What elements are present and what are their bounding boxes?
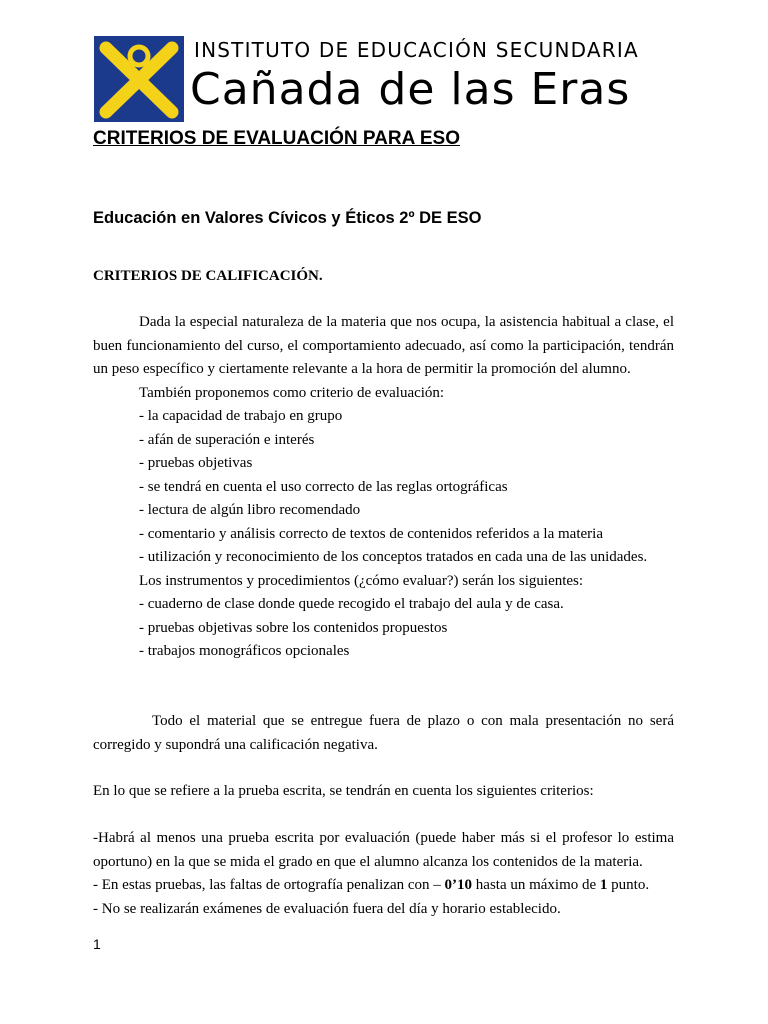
- criteria-item: - utilización y reconocimiento de los conceptos tratados en cada una de las unidades.: [139, 549, 648, 565]
- instruments-intro: Los instrumentos y procedimientos (¿cómo evaluar?) serán los siguientes:: [139, 572, 584, 589]
- criteria-item: - se tendrá en cuenta el uso correcto de las reglas ortográficas: [139, 478, 508, 495]
- school-header: [94, 36, 684, 124]
- criteria-item: - lectura de algún libro recomendado: [139, 502, 361, 518]
- spelling-penalty: 0’10: [444, 877, 473, 893]
- criteria-item: - pruebas objetivas: [139, 455, 253, 471]
- school-logo: [94, 36, 184, 122]
- instrument-item: - pruebas objetivas sobre los contenidos propuestos: [139, 619, 448, 636]
- late-work-paragraph: Todo el material que se entregue fuera de plazo o con mala presentación no será corregido y supondrá una calificación negativa.: [93, 713, 674, 753]
- subject-heading: Educación en Valores Cívicos y Éticos 2º DE ESO: [93, 209, 482, 227]
- spelling-rule-prefix: - En estas pruebas, las faltas de ortografía penalizan con –: [93, 877, 445, 893]
- school-name: Cañada de las Eras: [190, 64, 631, 115]
- criteria-block: [93, 382, 674, 664]
- written-test-rule: -Habrá al menos una prueba escrita por evaluación (puede haber más si el profesor lo estima oportuno) en la que se mida el grado en que el alumno alcanza los contenidos de la materia.: [93, 830, 674, 870]
- criteria-item: - afán de superación e interés: [139, 431, 315, 448]
- instrument-item: - trabajos monográficos opcionales: [139, 643, 350, 659]
- spelling-max: 1: [599, 877, 608, 893]
- criteria-item: - comentario y análisis correcto de textos de contenidos referidos a la materia: [139, 525, 603, 542]
- document-title: CRITERIOS DE EVALUACIÓN PARA ESO: [93, 128, 461, 149]
- spelling-rule-middle: hasta un máximo de: [472, 877, 600, 893]
- spelling-rule: [93, 874, 674, 898]
- page-number: 1: [93, 936, 101, 952]
- written-test-intro: En lo que se refiere a la prueba escrita, se tendrán en cuenta los siguientes criterios:: [93, 783, 594, 799]
- criteria-intro: También proponemos como criterio de evaluación:: [139, 384, 445, 401]
- instrument-item: - cuaderno de clase donde quede recogido el trabajo del aula y de casa.: [139, 596, 564, 612]
- written-test-rules: [93, 827, 674, 921]
- intro-paragraph: Dada la especial naturaleza de la materia que nos ocupa, la asistencia habitual a clase, el buen funcionamiento del curso, el comportamiento adecuado, así como la participación, tendrán un peso específico y ciertamente relevante a la hora de permitir la promoción del alumno.: [93, 314, 674, 377]
- main-body: [93, 311, 674, 664]
- schedule-rule: - No se realizarán exámenes de evaluación fuera del día y horario establecido.: [93, 900, 561, 917]
- section-heading: CRITERIOS DE CALIFICACIÓN.: [93, 268, 323, 284]
- logo-head: [130, 47, 148, 65]
- school-type: INSTITUTO DE EDUCACIÓN SECUNDARIA: [194, 38, 639, 62]
- spelling-rule-suffix: punto.: [607, 877, 650, 893]
- criteria-item: - la capacidad de trabajo en grupo: [139, 408, 343, 424]
